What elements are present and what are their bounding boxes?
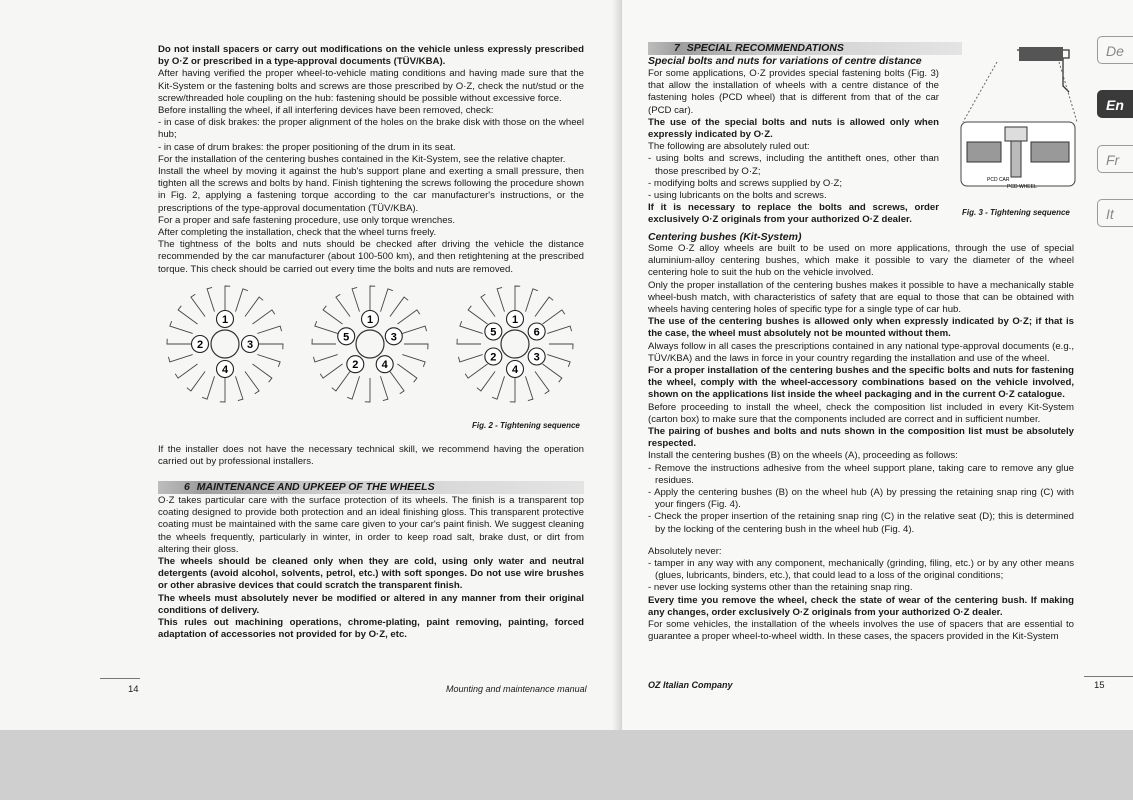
paragraph: After having verified the proper wheel-to-vehicle mating conditions and having made sure that the Kit-System or the fastening bolts and screws are those prescribed by O·Z, check the nut/stud or the screw/threaded hole coupling on the hub: fastening should be possible without excessive force. [158, 68, 584, 104]
wheel-spoke [352, 287, 361, 315]
paragraph: For a proper installation of the centering bushes and the specific bolts and nuts for fastening the wheel, comply with the wheel-accessory combinations based on the vehicle involved, shown on the applications list inside the wheel packaging and in the current O·Z catalogue. [648, 365, 1074, 401]
section6-title: MAINTENANCE AND UPKEEP OF THE WHEELS [196, 481, 435, 493]
paragraph: - in case of drum brakes: the proper positioning of the drum in its seat. [158, 141, 456, 153]
paragraph: - Remove the instructions adhesive from the wheel support plane, taking care to remove any glue residues. [648, 462, 1074, 486]
wheel-spoke [320, 362, 346, 378]
wheel-spoke [465, 362, 491, 378]
wheel-spoke [399, 353, 426, 367]
paragraph: O·Z takes particular care with the surface protection of its wheels. The finish is a transparent top coating designed to provide both protection and an ideal finishing gloss. This transparent protective coating must be maintained with the same care given to your car's paint finish. We suggest cleaning the wheels frequently, particularly in winter, in order to keep road salt, brake dust, or dirt from altering their gloss. [158, 495, 584, 555]
wheel-spoke [458, 353, 486, 362]
wheel-spoke [191, 294, 207, 320]
paragraph: After completing the installation, check that the wheel turns freely. [158, 227, 437, 239]
tightening-sequence-figure [150, 282, 590, 412]
wheel-spoke [254, 353, 281, 367]
wheel-spoke [379, 373, 388, 401]
paragraph: Only the proper installation of the centering bushes makes it possible to have a mechanically stable wheel-bush match, with characteristics of safety that are equal to those that can be obtained with wheels having centering holes of specific type for a single type of car hub. [648, 279, 1074, 316]
paragraph: For some applications, O·Z provides special fastening bolts (Fig. 3) that allow the installation of wheels with a centre distance of the fastening holes (PCD wheel) that is different from that of the car (PCD car). [648, 68, 939, 116]
left-footer-rule [100, 678, 140, 679]
wheel-spoke [481, 294, 497, 320]
bolt-number: 3 [246, 339, 254, 351]
paragraph: If it is necessary to replace the bolts and screws, order exclusively O·Z originals from your authorized O·Z dealer. [648, 202, 939, 226]
right-page [622, 0, 1133, 730]
wheel-spoke [524, 289, 538, 316]
wheel-spoke [249, 362, 272, 383]
bolt-number: 4 [511, 364, 519, 376]
wheel-spoke [533, 297, 554, 320]
paragraph: Every time you remove the wheel, check the state of wear of the centering bush. If making any changes, order exclusively O·Z originals from your authorized O·Z dealer. [648, 594, 1074, 618]
wheel-spoke [332, 368, 353, 391]
never-text [648, 558, 1074, 643]
tab-en[interactable]: En [1097, 90, 1133, 118]
paragraph: Install the wheel by moving it against the hub's support plane and exerting a small pressure, then tighten all the screws and bolts by hand. Finish tightening the screws following the procedure shown in Fig. 2, applying a fastening torque according to the car manufacturer's instructions, or the prescriptions of the type-approval documentation (TÜV/KBA). [158, 166, 584, 214]
wheel-spoke [370, 286, 375, 314]
installer-note: If the installer does not have the necessary technical skill, we recommend having the operation carried out by professional installers. [158, 444, 584, 468]
bolt-diagram-top [1019, 47, 1063, 61]
paragraph: For a proper and safe fastening procedure, use only torque wrenches. [158, 214, 456, 226]
wheel-spoke [175, 362, 201, 378]
paragraph: For some vehicles, the installation of the wheels involves the use of spacers that are essential to guarantee a proper wheel-to-wheel width. In these cases, the spacers provided in the Kit-System [648, 619, 1074, 643]
paragraph: Some O·Z alloy wheels are built to be used on more applications, through the use of special aluminium-alloy centering bushes, which make it possible to vary the diameter of the wheel centering hole to suit the hub on the vehicle involved. [648, 243, 1074, 279]
bolt-number: 2 [196, 339, 204, 351]
wheel-spoke [225, 286, 230, 314]
tab-de[interactable]: De [1097, 36, 1133, 64]
wheel-spoke [468, 306, 491, 327]
section7-header [648, 42, 962, 55]
wheel-spoke [394, 310, 420, 326]
bolt-number: 3 [533, 351, 540, 364]
bolt-number: 3 [390, 331, 397, 344]
bolt-number: 1 [366, 314, 374, 326]
paragraph: - tamper in any way with any component, mechanically (grinding, filing, etc.) or by any other means (glues, lubricants, binders, etc.), that could lead to a loss of the original conditions; [648, 558, 1074, 582]
wheel-spoke [243, 368, 259, 394]
fig2-wheels [150, 282, 590, 412]
bolt-diagram-leader-left [963, 62, 997, 122]
paragraph: - Apply the centering bushes (B) on the wheel hub (A) by pressing the retaining snap ring (C) with your fingers (Fig. 4). [648, 487, 1074, 511]
paragraph: The pairing of bushes and bolts and nuts shown in the composition list must be absolutely respected. [648, 426, 1074, 450]
wheel-spoke [255, 344, 283, 349]
wheel-spoke [394, 362, 417, 383]
wheel-spoke [477, 368, 498, 391]
fig3-label-wheel: PCD WHEEL [1007, 184, 1037, 190]
paragraph: The use of the special bolts and nuts is allowed only when expressly indicated by O·Z. [648, 116, 939, 141]
fig3-label-car: PCD CAR [987, 177, 1010, 183]
paragraph: The tightness of the bolts and nuts should be checked after driving the vehicle the distance recommended by the car manufacturer (about 100-500 km), and then retightening at the prescribed torque. This check should be carried out every time the bolts and nuts are removed. [158, 239, 584, 275]
bolt-diagram-leader-right [1059, 62, 1077, 122]
wheel-spoke [315, 321, 342, 335]
paragraph: The use of the centering bushes is allowed only when expressly indicated by O·Z; if that is the case, the wheel must absolutely not be mounted without them. [648, 316, 1074, 340]
bolt-diagram [957, 42, 1083, 202]
wheel-spoke [492, 373, 506, 400]
wheel-spoke [254, 326, 282, 335]
wheel-spoke [336, 294, 352, 320]
wheel-spoke [460, 321, 487, 335]
wheel-spoke [533, 368, 549, 394]
wheel-spoke [323, 306, 346, 327]
paragraph: - Check the proper insertion of the retaining snap ring (C) in the relative seat (D); this is determined by the locking of the centering bush in the wheel hub (Fig. 4). [648, 511, 1074, 535]
intro-text [158, 44, 584, 276]
wheel-spoke [243, 297, 264, 320]
wheel-spoke [167, 339, 195, 344]
bolt-number: 2 [490, 351, 497, 364]
wheel-spoke [187, 368, 208, 391]
right-footer: OZ Italian Company [648, 680, 733, 690]
wheel-spoke [170, 321, 197, 335]
wheel-spoke [313, 353, 341, 362]
wheel-spoke [207, 287, 216, 315]
wheel-spoke [249, 310, 275, 326]
paragraph: - never use locking systems other than the retaining snap ring. [648, 582, 913, 594]
section6-text [158, 495, 584, 641]
wheel-spoke [347, 373, 361, 400]
paragraph: - using bolts and screws, including the antitheft ones, other than those prescribed by O·Z; [648, 153, 939, 177]
paragraph: Install the centering bushes (B) on the wheels (A), proceeding as follows: [648, 450, 958, 462]
wheel-spoke [545, 344, 573, 349]
wheel-spoke [178, 306, 201, 327]
bolt-number: 4 [221, 364, 229, 376]
wheel-spoke [202, 373, 216, 400]
wheel-spoke [400, 344, 428, 349]
fig3-caption: Fig. 3 - Tightening sequence [962, 208, 1070, 217]
wheel-spoke [312, 339, 340, 344]
paragraph: The wheels must absolutely never be modified or altered in any manner from their original conditions of delivery. [158, 592, 584, 616]
wheel-spoke [234, 289, 248, 316]
tab-it[interactable]: It [1097, 199, 1133, 227]
bolt-number: 4 [381, 359, 388, 372]
bolt-number: 6 [533, 326, 540, 339]
wheel-spoke [399, 326, 427, 335]
bolt-number: 2 [352, 359, 359, 372]
paragraph: - in case of disk brakes: the proper alignment of the holes on the brake disk with those on the wheel hub; [158, 117, 584, 141]
section7-number: 7 [674, 42, 680, 54]
wheel-spoke [220, 374, 225, 402]
wheel-spoke [388, 297, 409, 320]
wheel-spoke [524, 373, 533, 401]
wheel-1 [167, 286, 283, 402]
bolt-number: 1 [221, 314, 229, 326]
paragraph: - modifying bolts and screws supplied by O·Z; [648, 177, 843, 189]
wheel-spoke [379, 289, 393, 316]
paragraph: Before proceeding to install the wheel, check the composition list included in every Kit-System (carton box) to make sure that the components included are correct and in sufficient number. [648, 401, 1074, 425]
wheel-spoke [515, 286, 520, 314]
wheel-spoke [544, 326, 572, 335]
bolt-number: 1 [511, 314, 519, 326]
paragraph: For the installation of the centering bushes contained in the Kit-System, see the relative chapter. [158, 153, 566, 165]
paragraph: - using lubricants on the bolts and screws. [648, 190, 827, 202]
bolt-diagram-shank [1011, 141, 1021, 177]
wheel-spoke [234, 373, 243, 401]
bolt-number: 5 [343, 331, 350, 344]
wheel-spoke [539, 310, 565, 326]
right-footer-rule [1084, 676, 1133, 677]
wheel-2 [312, 286, 428, 402]
wheel-spoke [457, 339, 485, 344]
bolt-diagram-head [1005, 127, 1027, 141]
special-bolts-heading: Special bolts and nuts for variations of centre distance [648, 55, 922, 67]
wheel-spoke [497, 287, 506, 315]
paragraph: This rules out machining operations, chrome-plating, paint removing, painting, forced adaptation of accessories not provided for by O·Z, etc. [158, 617, 584, 641]
paragraph: Do not install spacers or carry out modifications on the vehicle unless expressly prescribed by O·Z or prescribed in a type-approval documents (TÜV/KBA). [158, 44, 584, 68]
fig2-caption: Fig. 2 - Tightening sequence [472, 421, 580, 430]
paragraph: Before installing the wheel, if all interfering devices have been removed, check: [158, 105, 494, 117]
wheel-3 [457, 286, 573, 402]
bolt-number: 5 [490, 326, 497, 339]
tab-fr[interactable]: Fr [1097, 145, 1133, 173]
background-surface [0, 730, 1133, 800]
fig3-figure [957, 42, 1083, 202]
left-footer: Mounting and maintenance manual [446, 684, 587, 694]
special-bolts-text [648, 68, 939, 227]
centering-text [648, 243, 1074, 536]
section6-header [158, 481, 584, 494]
wheel-spoke [510, 374, 515, 402]
section6-number: 6 [184, 481, 190, 493]
paragraph: The following are absolutely ruled out: [648, 141, 810, 153]
wheel-spoke [539, 362, 562, 383]
paragraph: The wheels should be cleaned only when they are cold, using only water and neutral detergents (avoid alcohol, solvents, petrol, etc.) with soft sponges. Do not use wire brushes or other abrasive devices that could scratch the transparent finish. [158, 556, 584, 592]
wheel-spoke [168, 353, 196, 362]
never-heading: Absolutely never: [648, 546, 722, 557]
wheel-spoke [544, 353, 571, 367]
centering-heading: Centering bushes (Kit-System) [648, 231, 802, 243]
wheel-spoke [388, 368, 404, 394]
page-number-right: 15 [1094, 680, 1105, 691]
wheel-spoke [365, 374, 370, 402]
section7-title: SPECIAL RECOMMENDATIONS [686, 42, 844, 54]
page-number-left: 14 [128, 684, 139, 695]
paragraph: Always follow in all cases the prescriptions contained in any national type-approval documents (e.g., TÜV/KBA) and the laws in force in your country regarding the installation and use of the wheel. [648, 340, 1074, 364]
